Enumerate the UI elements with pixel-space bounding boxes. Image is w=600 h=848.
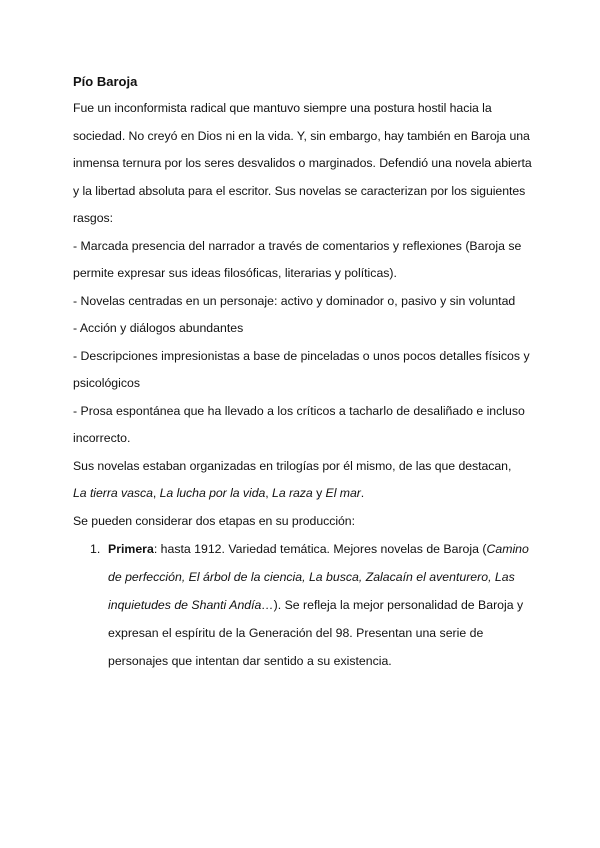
separator: , [152, 486, 160, 500]
separator: . [360, 486, 365, 500]
trait-action: - Acción y diálogos abundantes [73, 321, 244, 335]
document-title: Pío Baroja [73, 74, 138, 89]
trait-narrator: - Marcada presencia del narrador a través de comentarios y reflexiones (Baroja se permite expresar sus ideas filosóficas, literarias y políticas). [73, 238, 522, 280]
trait-descriptions: - Descripciones impresionistas a base de pinceladas o unos pocos detalles físicos y psicológicos [73, 348, 530, 390]
separator: y [312, 486, 326, 500]
stages-intro: Se pueden considerar dos etapas en su producción: [73, 513, 355, 528]
intro-paragraph: Fue un inconformista radical que mantuvo siempre una postura hostil hacia la sociedad. No creyó en Dios ni en la vida. Y, sin embargo, hay también en Baroja una inmensa ternura por los seres desvalidos o marginados. Defendió una novela abierta y la libertad absoluta para el escritor. Sus novelas se caracterizan por los siguientes rasgos: [73, 101, 532, 225]
stage-label: Primera [108, 542, 154, 556]
stage-text-after: ). Se refleja la mejor personalidad de Baroja y expresan el espíritu de la Generación del 98. Presentan una serie de personajes que intentan dar sentido a su existencia. [108, 598, 524, 668]
trait-prose: - Prosa espontánea que ha llevado a los críticos a tacharlo de desaliñado e incluso incorrecto. [73, 403, 525, 445]
stage-item [73, 535, 540, 675]
stage-text-before: : hasta 1912. Variedad temática. Mejores novelas de Baroja ( [153, 542, 487, 556]
trilogy-lucha-por-la-vida: La lucha por la vida [159, 486, 266, 500]
trait-character: - Novelas centradas en un personaje: activo y dominador o, pasivo y sin voluntad [73, 293, 516, 308]
stage-works: Camino de perfección, El árbol de la ciencia, La busca, Zalacaín el aventurero, Las inquietudes de Shanti Andía… [108, 542, 529, 612]
trilogy-la-raza: La raza [272, 486, 313, 500]
trilogy-tierra-vasca: La tierra vasca [73, 486, 153, 500]
separator: , [265, 486, 273, 500]
trilogies-lead: Sus novelas estaban organizadas en trilogías por él mismo, de las que destacan, [73, 458, 512, 473]
trilogy-el-mar: El mar [325, 486, 361, 500]
stages-list [73, 535, 540, 675]
stage-number: 1. [90, 542, 101, 556]
trilogies-paragraph [73, 453, 540, 508]
